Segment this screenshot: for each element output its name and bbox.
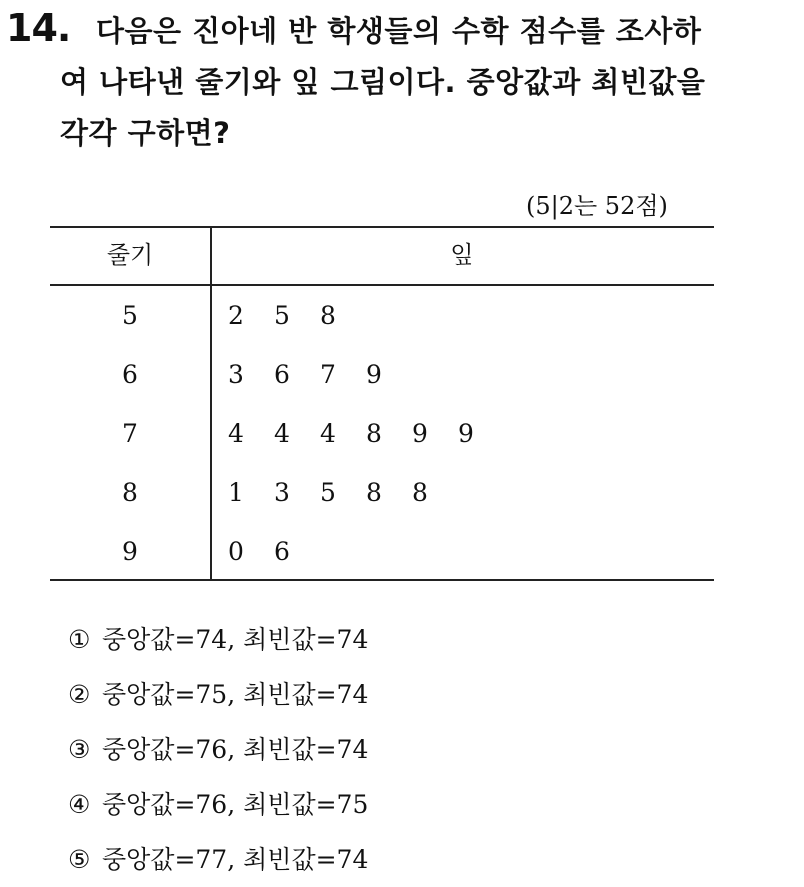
plot-row: [50, 286, 714, 345]
choice-5[interactable]: [68, 832, 768, 887]
choice-mode: 최빈값=75: [243, 790, 369, 819]
leaf-values: [228, 345, 412, 404]
plot-row: [50, 345, 714, 404]
leaf-header: 잎: [450, 241, 474, 269]
leaf-value: 5: [320, 478, 336, 507]
leaf-values: [228, 522, 320, 581]
answer-choices: [68, 612, 768, 887]
choice-median: 중앙값=76,: [102, 735, 236, 764]
table-top-rule: [50, 226, 714, 228]
leaf-value: 7: [320, 360, 336, 389]
stem-value: 7: [122, 419, 138, 448]
choice-1[interactable]: [68, 612, 768, 667]
unit-note: (5|2는 52점): [526, 192, 668, 220]
leaf-value: 1: [228, 478, 244, 507]
choice-4[interactable]: [68, 777, 768, 832]
choice-mark: ②: [68, 680, 91, 709]
leaf-value: 8: [366, 419, 382, 448]
choice-mark: ⑤: [68, 845, 91, 874]
choice-mode: 최빈값=74: [243, 845, 369, 874]
leaf-value: 8: [320, 301, 336, 330]
leaf-value: 6: [274, 360, 290, 389]
leaf-value: 2: [228, 301, 244, 330]
leaf-value: 8: [412, 478, 428, 507]
choice-median: 중앙값=75,: [102, 680, 236, 709]
leaf-value: 8: [366, 478, 382, 507]
leaf-value: 0: [228, 537, 244, 566]
question-text: [60, 6, 770, 159]
plot-row: [50, 404, 714, 463]
choice-mode: 최빈값=74: [243, 625, 369, 654]
leaf-value: 9: [412, 419, 428, 448]
leaf-value: 9: [366, 360, 382, 389]
stem-header: 줄기: [106, 241, 154, 269]
choice-2[interactable]: [68, 667, 768, 722]
leaf-value: 4: [274, 419, 290, 448]
leaf-values: [228, 404, 504, 463]
stem-and-leaf-plot: [50, 226, 714, 581]
leaf-value: 6: [274, 537, 290, 566]
plot-row: [50, 463, 714, 522]
question-number: 14.: [6, 6, 71, 50]
stem-value: 9: [122, 537, 138, 566]
leaf-value: 9: [458, 419, 474, 448]
leaf-values: [228, 286, 366, 345]
choice-mode: 최빈값=74: [243, 680, 369, 709]
choice-median: 중앙값=76,: [102, 790, 236, 819]
choice-mode: 최빈값=74: [243, 735, 369, 764]
choice-median: 중앙값=74,: [102, 625, 236, 654]
choice-3[interactable]: [68, 722, 768, 777]
leaf-value: 4: [228, 419, 244, 448]
choice-mark: ④: [68, 790, 91, 819]
plot-row: [50, 522, 714, 581]
choice-mark: ①: [68, 625, 91, 654]
leaf-values: [228, 463, 458, 522]
stem-value: 5: [122, 301, 138, 330]
choice-median: 중앙값=77,: [102, 845, 236, 874]
question-line: 여 나타낸 줄기와 잎 그림이다. 중앙값과 최빈값을: [60, 65, 706, 99]
question-line: 각각 구하면?: [60, 116, 231, 150]
leaf-value: 5: [274, 301, 290, 330]
stem-value: 8: [122, 478, 138, 507]
question-line: 다음은 진아네 반 학생들의 수학 점수를 조사하: [96, 14, 702, 48]
leaf-value: 3: [274, 478, 290, 507]
stem-value: 6: [122, 360, 138, 389]
leaf-value: 4: [320, 419, 336, 448]
choice-mark: ③: [68, 735, 91, 764]
leaf-value: 3: [228, 360, 244, 389]
